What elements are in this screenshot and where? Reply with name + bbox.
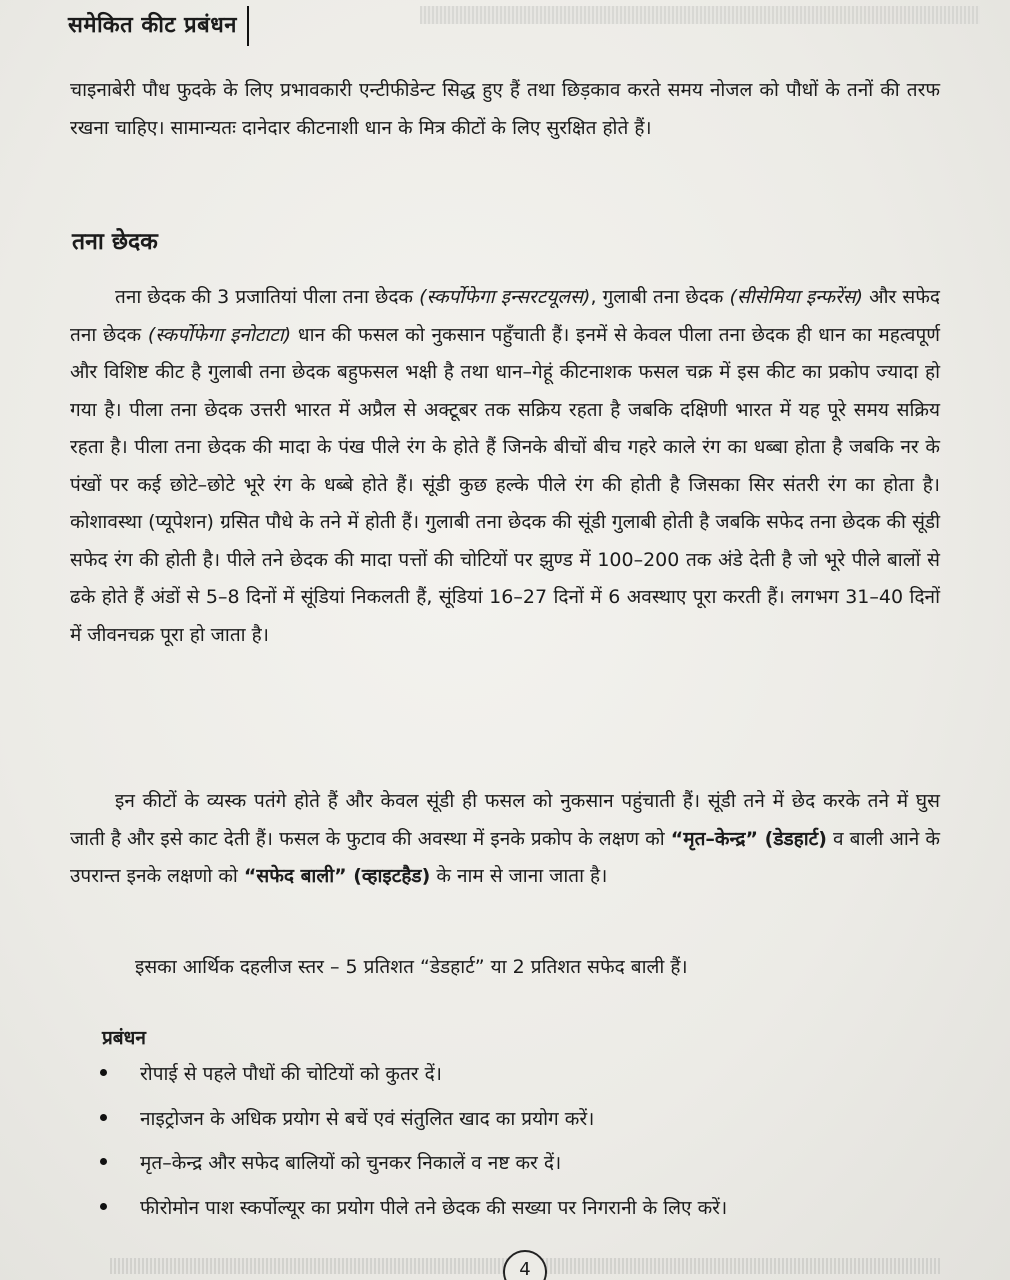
white-borer-scientific-name: (स्कर्पोफेगा इनोटाटा): [147, 323, 292, 346]
list-item-text: नाइट्रोजन के अधिक प्रयोग से बचें एवं संतुलित खाद का प्रयोग करें।: [140, 1107, 595, 1130]
para1-text-3: और सफेद तना छेदक: [70, 286, 941, 346]
yellow-borer-scientific-name: (स्कर्पोफेगा इन्सरटयूलस): [419, 286, 591, 308]
header-rule: [420, 6, 980, 24]
bullet-icon: [100, 1203, 107, 1210]
list-item-text: मृत–केन्द्र और सफेद बालियों को चुनकर निकालें व नष्ट कर दें।: [140, 1152, 562, 1174]
list-item: [100, 1149, 960, 1194]
bullet-icon: [100, 1069, 107, 1076]
para2-text-2: व बाली आने के उपरान्त इनके लक्षणो को: [70, 827, 940, 887]
section-heading: तना छेदक: [72, 229, 158, 255]
list-item-text: रोपाई से पहले पौधों की चोटियों को कुतर दें।: [140, 1063, 442, 1085]
para2-text-1: इन कीटों के व्यस्क पतंगे होते हैं और केवल सूंडी ही फसल को नुकसान पहुंचाती हैं। सूंडी तने में छेद करके तने में घुस जाती है और इसे काट देती हैं। फसल के फुटाव की अवस्था में इनके प्रकोप के लक्षण को: [70, 790, 940, 850]
list-item: [100, 1194, 960, 1239]
para1-text-4: धान की फसल को नुकसान पहुँचाती हैं। इनमें से केवल पीला तना छेदक ही धान का महत्वपूर्ण और विशिष्ट कीट है गुलाबी तना छेदक बहुफसल भक्षी है तथा धान–गेहूं कीटनाशक फसल चक्र में इस कीट का प्रकोप ज्यादा हो गया है। पीला तना छेदक उत्तरी भारत में अप्रैल से अक्टूबर तक सक्रिय रहता है जबकि दक्षिणी भारत में यह पूरे समय सक्रिय रहता है। पीला तना छेदक की मादा के पंख पीले रंग के होते हैं जिनके बीचों बीच गहरे काले रंग का धब्बा होता है जबकि नर के पंखों पर कई छोटे–छोटे भूरे रंग के धब्बे होते हैं। सूंडी कुछ हल्के पीले रंग की होती है जिसका सिर संतरी रंग का होता है। कोशावस्था (प्यूपेशन) ग्रसित पौधे के तने में होती हैं। गुलाबी तना छेदक की सूंडी गुलाबी होती है जबकि सफेद तना छेदक की सूंडी सफेद रंग की होती है। पीले तने छेदक की मादा पत्तों की चोटियों पर झुण्ड में 100–200 तक अंडे देती है जो भूरे पीले बालों से ढके होते हैं अंडों से 5–8 दिनों में सूंडियां निकलती हैं, सूंडियां 16–27 दिनों में 6 अवस्थाए पूरा करती हैं। लगभग 31–40 दिनों में जीवनचक्र पूरा हो जाता है।: [70, 323, 940, 646]
whitehead-term: “सफेद बाली” (व्हाइटहैड): [243, 865, 431, 887]
list-item: [100, 1060, 960, 1105]
bullet-icon: [100, 1158, 107, 1165]
page-header: [68, 6, 249, 46]
management-list: [100, 1060, 960, 1238]
symptoms-paragraph: [70, 783, 940, 896]
para2-text-3: के नाम से जाना जाता है।: [430, 865, 608, 887]
header-title: समेकित कीट प्रबंधन: [68, 13, 237, 38]
bullet-icon: [100, 1114, 107, 1121]
para1-text-2: , गुलाबी तना छेदक: [590, 286, 730, 308]
list-item-text: फीरोमोन पाश स्कर्पोल्यूर का प्रयोग पीले तने छेदक की सख्या पर निगरानी के लिए करें।: [140, 1196, 728, 1219]
para1-text-1: तना छेदक की 3 प्रजातियां पीला तना छेदक: [115, 286, 420, 308]
management-heading: प्रबंधन: [102, 1027, 146, 1049]
deadheart-term: “मृत–केन्द्र” (डेडहार्ट): [670, 827, 827, 850]
page-number: 4: [503, 1250, 547, 1280]
pink-borer-scientific-name: (सीसेमिया इन्फरेंस): [729, 286, 863, 308]
economic-threshold: इसका आर्थिक दहलीज स्तर – 5 प्रतिशत “डेडहार्ट” या 2 प्रतिशत सफेद बाली हैं।: [135, 956, 688, 978]
header-divider: [247, 6, 249, 46]
list-item: [100, 1105, 960, 1150]
intro-paragraph: चाइनाबेरी पौध फुदके के लिए प्रभावकारी एन्टीफीडेन्ट सिद्ध हुए हैं तथा छिड़काव करते समय नोजल को पौधों के तनों की तरफ रखना चाहिए। सामान्यतः दानेदार कीटनाशी धान के मित्र कीटों के लिए सुरक्षित होते हैं।: [70, 79, 940, 139]
stem-borer-paragraph: [70, 279, 940, 654]
